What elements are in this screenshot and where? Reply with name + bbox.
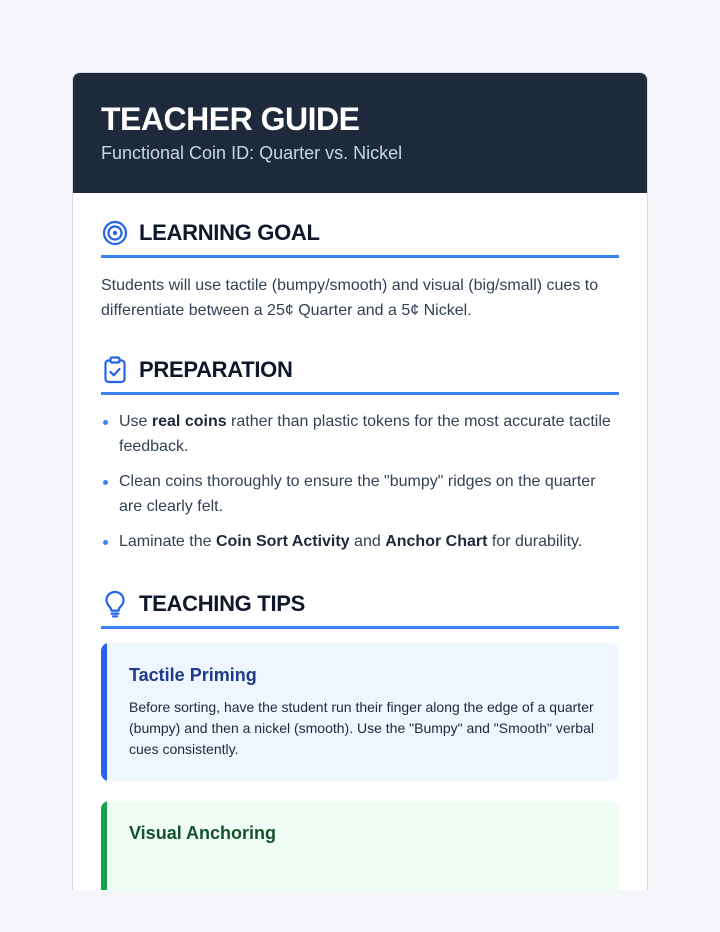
- tip-title: Visual Anchoring: [129, 823, 277, 843]
- lightbulb-icon: [101, 590, 129, 618]
- guide-header: [73, 73, 647, 193]
- target-icon: [101, 219, 129, 247]
- list-item: Laminate the Coin Sort Activity and Anchor Chart for durability.: [101, 529, 619, 554]
- learning-goal-title: LEARNING GOAL: [139, 220, 320, 245]
- preparation-title: PREPARATION: [139, 357, 293, 382]
- teaching-tips-heading: [101, 590, 619, 629]
- tip-title: Tactile Priming: [129, 665, 257, 685]
- tip-card-tactile-priming: [101, 643, 619, 781]
- tip-body: Before sorting, have the student run their finger along the edge of a quarter (bumpy) and then a nickel (smooth). Use the "Bumpy" and "Smooth" verbal cues consistently.: [129, 699, 594, 757]
- list-item: Clean coins thoroughly to ensure the "bumpy" ridges on the quarter are clearly felt.: [101, 469, 619, 519]
- learning-goal-heading: [101, 219, 619, 258]
- page-title: TEACHER GUIDE: [101, 101, 360, 137]
- clipboard-check-icon: [101, 356, 129, 384]
- teacher-guide-card: [72, 72, 648, 890]
- page-subtitle: Functional Coin ID: Quarter vs. Nickel: [101, 143, 403, 163]
- preparation-heading: [101, 356, 619, 395]
- learning-goal-text: Students will use tactile (bumpy/smooth) and visual (big/small) cues to differentiate between a 25¢ Quarter and a 5¢ Nickel.: [101, 277, 599, 319]
- teaching-tips-title: TEACHING TIPS: [139, 591, 305, 616]
- guide-content: [73, 219, 647, 890]
- list-item: Use real coins rather than plastic tokens for the most accurate tactile feedback.: [101, 409, 619, 459]
- tip-card-visual-anchoring: [101, 801, 619, 890]
- preparation-list: [101, 409, 619, 554]
